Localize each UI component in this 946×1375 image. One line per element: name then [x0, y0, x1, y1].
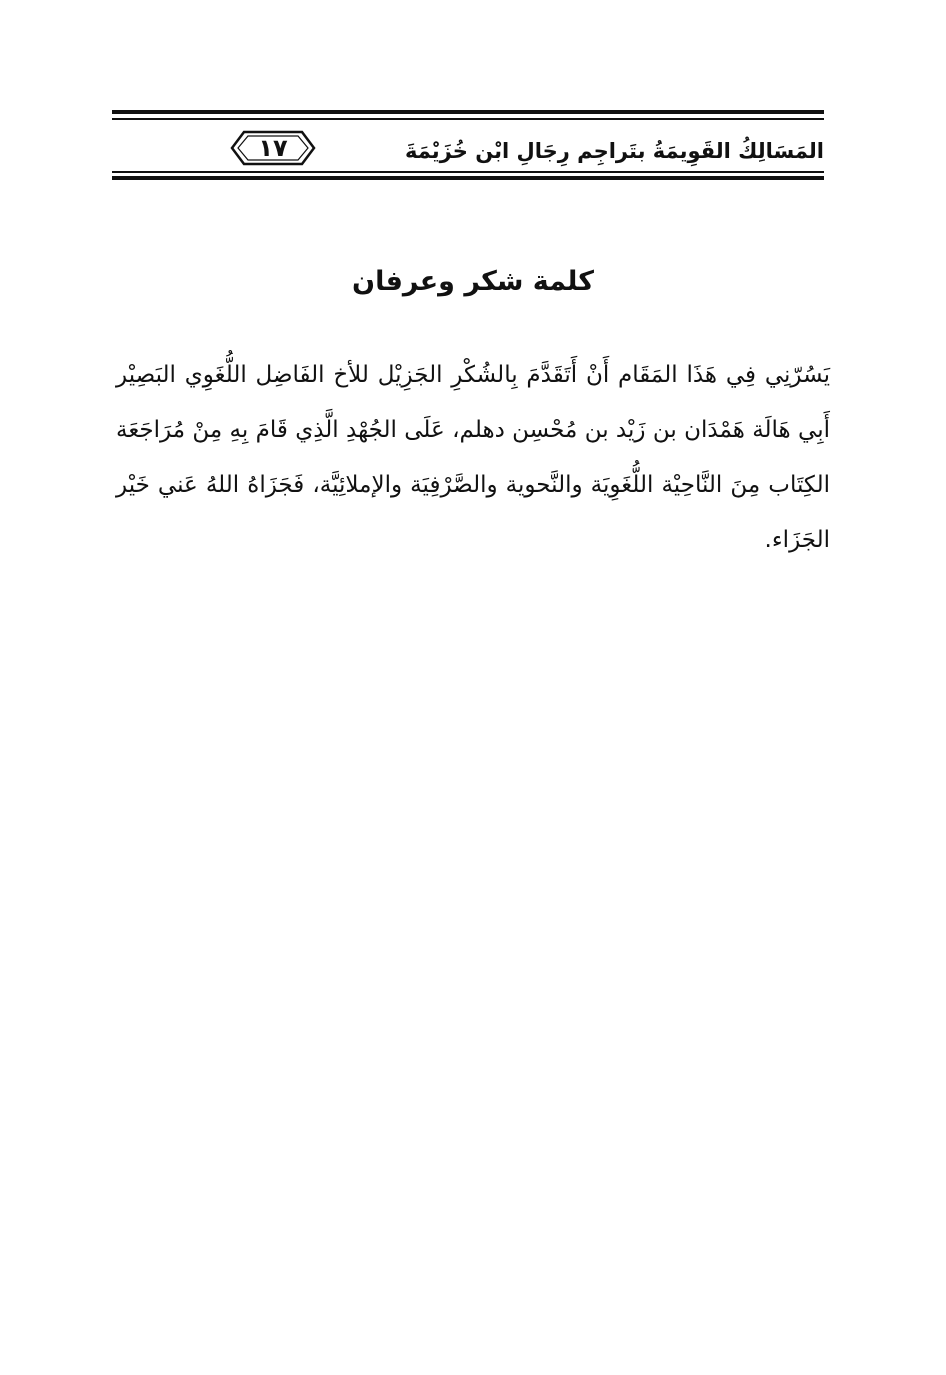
section-heading: كلمة شكر وعرفان: [352, 266, 594, 297]
header-rule-bottom-thick: [112, 176, 824, 180]
running-title: المَسَالِكُ القَوِيمَةُ بتَراجِم رِجَالِ ابْن خُزَيْمَةَ: [404, 139, 824, 163]
header-rule-top-thin: [112, 118, 824, 120]
page-header: [112, 110, 824, 186]
header-rule-bottom-thin: [112, 171, 824, 173]
page-number: ١٧: [258, 134, 288, 162]
page-number-badge: [230, 130, 316, 166]
body-paragraph: يَسُرّنِي فِي هَذَا المَقَام أَنْ أَتَقَدَّمَ بِالشُكْرِ الجَزِيْل للأخ الفَاضِل اللُّغَوِي البَصِيْر أَبِي هَالَة هَمْدَان بن زَيْد بن مُحْسِن دهلم، عَلَى الجُهْدِ الَّذِي قَامَ بِهِ مِنْ مُرَاجَعَة الكِتَاب مِنَ النَّاحِيْة اللُّغَوِيَة والنَّحوية والصَّرْفِيَة والإملائِيَّة، فَجَزَاهُ اللهُ عَني خَيْر الجَزَاء.: [116, 362, 830, 553]
body-text: [116, 348, 830, 568]
header-rule-top-thick: [112, 110, 824, 114]
